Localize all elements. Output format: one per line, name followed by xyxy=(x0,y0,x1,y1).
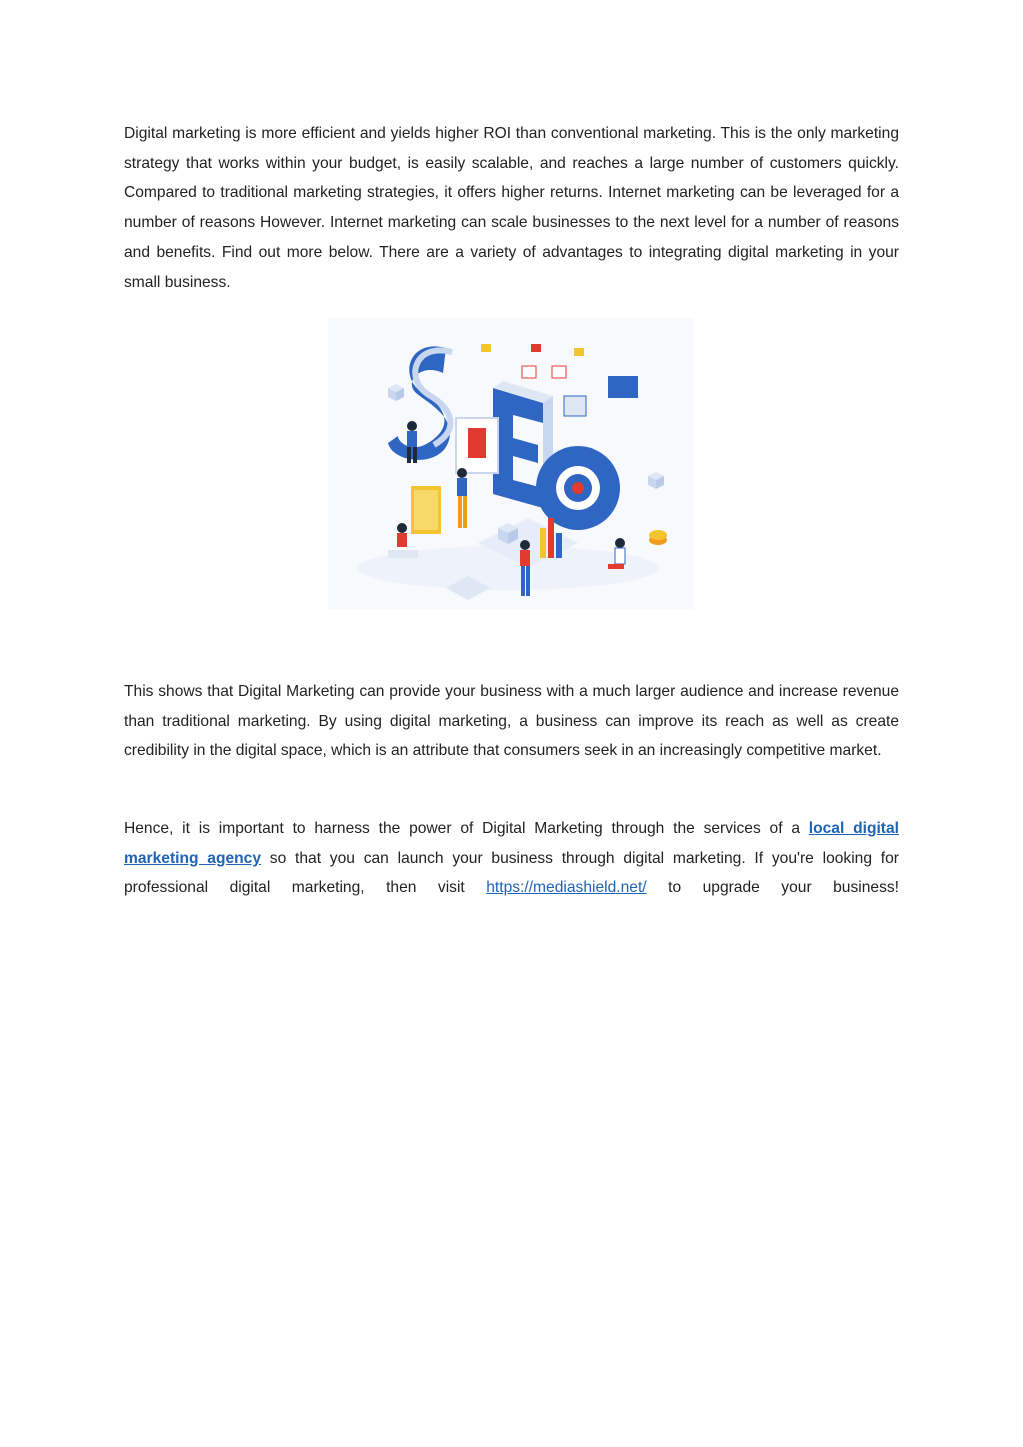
person-figure-3 xyxy=(520,540,530,596)
cta-text-end: to upgrade your business! xyxy=(646,879,899,897)
cta-text-start: Hence, it is important to harness the power of Digital Marketing through the services of a xyxy=(124,820,809,837)
call-to-action-paragraph xyxy=(124,814,899,903)
local-digital-marketing-agency-link[interactable]: local digital marketing agency xyxy=(124,820,900,867)
mediashield-url-link[interactable]: https://mediashield.net/ xyxy=(486,879,647,897)
seo-illustration-graphic xyxy=(328,318,694,609)
seo-illustration xyxy=(328,318,694,609)
cta-text-middle: so that you can launch your business through digital marketing. If you're looking for professional digital marketing, then visit xyxy=(124,849,899,897)
person-figure-2 xyxy=(457,468,467,528)
intro-paragraph: Digital marketing is more efficient and yields higher ROI than conventional marketing. This is the only marketing strategy that works within your budget, is easily scalable, and reaches a large number of customers quickly. Compared to traditional marketing strategies, it offers higher returns. Internet marketing can be leveraged for a number of reasons However. Internet marketing can scale businesses to the next level for a number of reasons and benefits. Find out more below. There are a variety of advantages to integrating digital marketing in your small business. xyxy=(124,125,899,291)
benefits-paragraph: This shows that Digital Marketing can provide your business with a much larger audience and increase revenue than traditional marketing. By using digital marketing, a business can improve its reach as well as create credibility in the digital space, which is an attribute that consumers seek in an increasingly competitive market. xyxy=(124,683,899,760)
